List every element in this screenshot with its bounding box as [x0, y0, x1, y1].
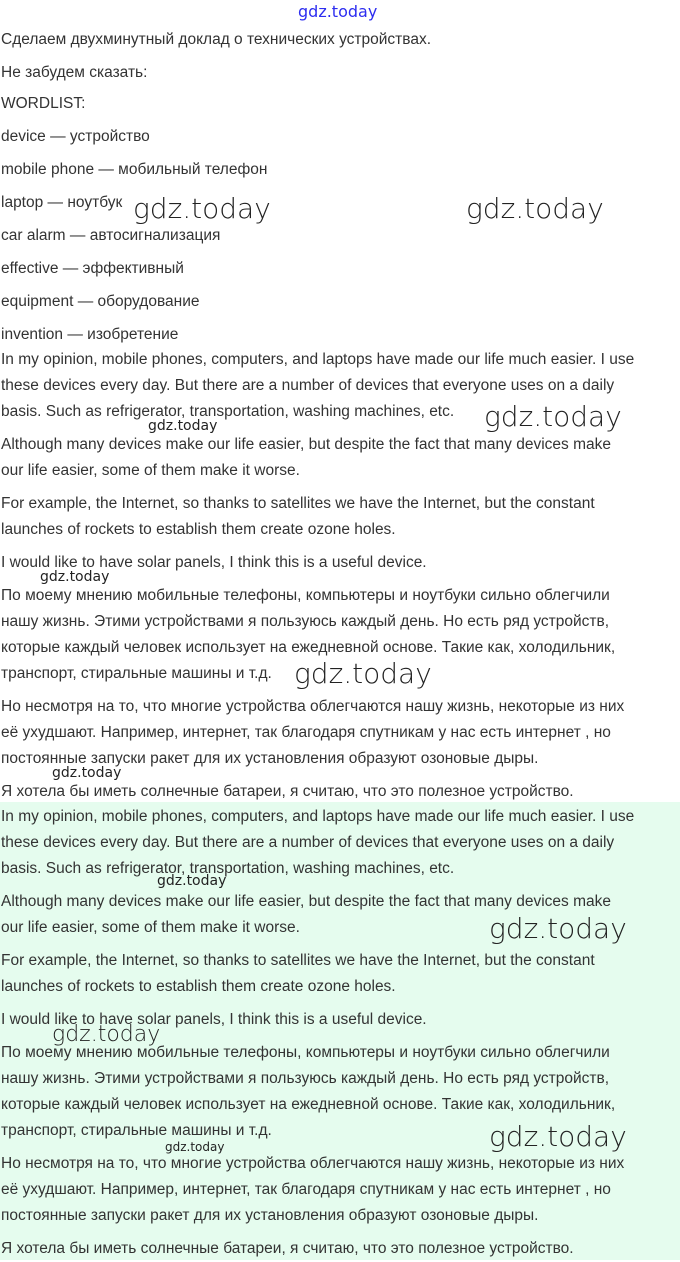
watermark: gdz.today [466, 192, 604, 225]
essay-en-line: Although many devices make our life easier, but despite the fact that many devices make [1, 893, 611, 910]
essay-en-line: In my opinion, mobile phones, computers, and laptops have made our life much easier. I use [1, 808, 635, 825]
essay-en-line: In my opinion, mobile phones, computers, and laptops have made our life much easier. I use [1, 351, 635, 368]
site-logo[interactable]: gdz.today [298, 2, 378, 21]
essay-en-line: basis. Such as refrigerator, transportation, washing machines, etc. [1, 860, 455, 877]
essay-en-line: these devices every day. But there are a number of devices that everyone uses on a daily [1, 834, 615, 851]
essay-ru-line: По моему мнению мобильные телефоны, компьютеры и ноутбуки сильно облегчили [1, 587, 610, 604]
essay-ru-line: нашу жизнь. Этими устройствами я пользуюсь каждый день. Но есть ряд устройств, [1, 1070, 610, 1087]
essay-en-line: basis. Such as refrigerator, transportation, washing machines, etc. [1, 403, 455, 420]
essay-en-line: Although many devices make our life easier, but despite the fact that many devices make [1, 436, 611, 453]
essay-en-line: our life easier, some of them make it worse. [1, 462, 300, 479]
watermark: gdz.today [52, 765, 122, 781]
watermark: gdz.today [157, 873, 227, 889]
essay-ru-line: постоянные запуски ракет для их установления образуют озоновые дыры. [1, 750, 539, 767]
intro-line: Сделаем двухминутный доклад о технических устройствах. [1, 31, 432, 48]
watermark: gdz.today [40, 569, 110, 585]
wordlist-item: car alarm — автосигнализация [1, 227, 221, 244]
wordlist-item: effective — эффективный [1, 260, 184, 277]
watermark: gdz.today [294, 657, 432, 690]
wordlist-heading: WORDLIST: [1, 95, 86, 112]
wordlist-item: invention — изобретение [1, 326, 179, 343]
essay-ru-line: которые каждый человек использует на ежедневной основе. Такие как, холодильник, [1, 1096, 616, 1113]
watermark: gdz.today [52, 1022, 161, 1047]
wordlist-item: device — устройство [1, 128, 150, 145]
essay-en-line: launches of rockets to establish them create ozone holes. [1, 521, 396, 538]
wordlist-item: mobile phone — мобильный телефон [1, 161, 268, 178]
watermark: gdz.today [133, 192, 271, 225]
essay-ru-line: нашу жизнь. Этими устройствами я пользуюсь каждый день. Но есть ряд устройств, [1, 613, 610, 630]
watermark: gdz.today [165, 1140, 225, 1154]
watermark: gdz.today [484, 400, 622, 433]
wordlist-item: equipment — оборудование [1, 293, 200, 310]
essay-en-line: I would like to have solar panels, I think this is a useful device. [1, 1011, 427, 1028]
essay-ru-line: Я хотела бы иметь солнечные батареи, я считаю, что это полезное устройство. [1, 783, 574, 800]
essay-ru-line: Но несмотря на то, что многие устройства облегчаются нашу жизнь, некоторые из них [1, 1155, 625, 1172]
essay-ru-line: которые каждый человек использует на ежедневной основе. Такие как, холодильник, [1, 639, 616, 656]
essay-en-line: these devices every day. But there are a number of devices that everyone uses on a daily [1, 377, 615, 394]
essay-ru-line: транспорт, стиральные машины и т.д. [1, 665, 272, 682]
essay-ru-line: По моему мнению мобильные телефоны, компьютеры и ноутбуки сильно облегчили [1, 1044, 610, 1061]
essay-en-line: For example, the Internet, so thanks to satellites we have the Internet, but the constant [1, 495, 595, 512]
essay-en-line: launches of rockets to establish them create ozone holes. [1, 978, 396, 995]
essay-ru-line: Но несмотря на то, что многие устройства облегчаются нашу жизнь, некоторые из них [1, 698, 625, 715]
wordlist-item: laptop — ноутбук [1, 194, 123, 211]
essay-en-line: I would like to have solar panels, I think this is a useful device. [1, 554, 427, 571]
watermark: gdz.today [489, 912, 627, 945]
essay-ru-line: её ухудшают. Например, интернет, так благодаря спутникам у нас есть интернет , но [1, 1181, 611, 1198]
essay-ru-line: Я хотела бы иметь солнечные батареи, я считаю, что это полезное устройство. [1, 1240, 574, 1257]
watermark: gdz.today [489, 1120, 627, 1153]
essay-en-line: For example, the Internet, so thanks to satellites we have the Internet, but the constant [1, 952, 595, 969]
essay-ru-line: транспорт, стиральные машины и т.д. [1, 1122, 272, 1139]
essay-en-line: our life easier, some of them make it worse. [1, 919, 300, 936]
essay-ru-line: постоянные запуски ракет для их установления образуют озоновые дыры. [1, 1207, 539, 1224]
watermark: gdz.today [148, 418, 218, 434]
essay-ru-line: её ухудшают. Например, интернет, так благодаря спутникам у нас есть интернет , но [1, 724, 611, 741]
intro-line: Не забудем сказать: [1, 64, 148, 81]
